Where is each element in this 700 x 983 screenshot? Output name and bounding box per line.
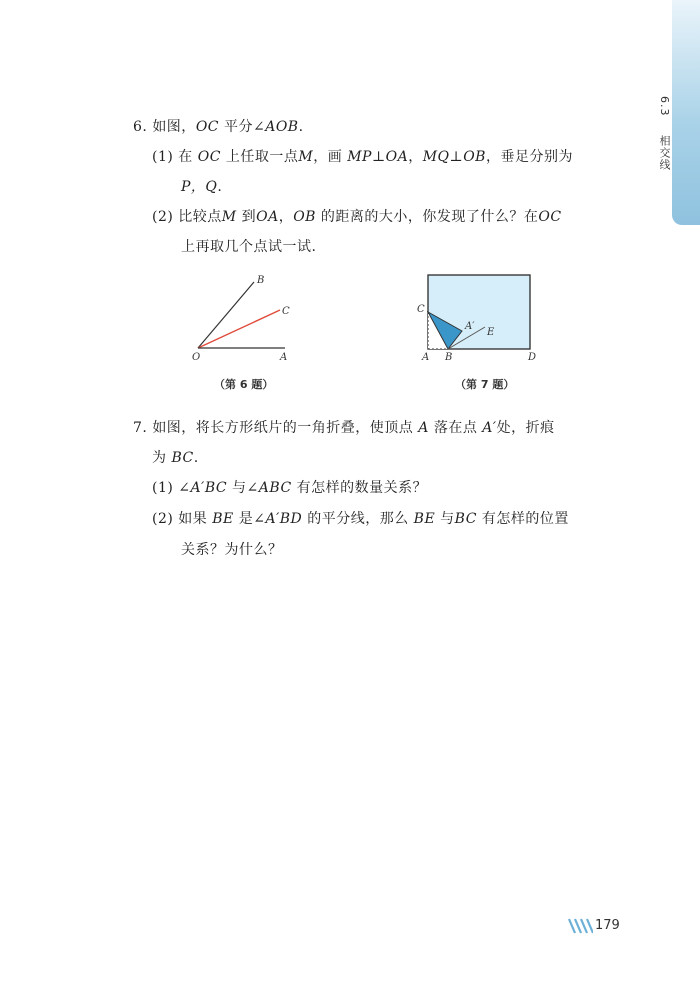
q6-part2: (2) 比较点M 到OA，OB 的距离的大小，你发现了什么？在OC <box>152 209 562 225</box>
label-a: A <box>280 352 288 363</box>
label-d: D <box>528 352 537 363</box>
chapter-side-tab <box>672 0 700 225</box>
label-o: O <box>192 352 201 363</box>
q7-part1: (1) ∠A′BC 与∠ABC 有怎样的数量关系？ <box>152 480 428 496</box>
ray-ob <box>198 282 254 348</box>
chapter-side-label <box>646 96 672 171</box>
q6-stem: 6. 如图，OC 平分∠AOB. <box>133 119 304 135</box>
label-b: B <box>257 275 265 286</box>
figure-6 <box>190 270 300 365</box>
section-title: 相交线 <box>658 135 671 171</box>
q7-part2-cont: 关系？为什么？ <box>181 542 283 558</box>
q7-part2: (2) 如果 BE 是∠A′BD 的平分线，那么 BE 与BC 有怎样的位置 <box>152 511 569 527</box>
section-number: 6.3 <box>658 96 671 117</box>
q6-part2-cont: 上再取几个点试一试. <box>181 239 317 255</box>
q7-stem: 7. 如图，将长方形纸片的一角折叠，使顶点 A 落在点 A′处，折痕 <box>133 420 555 436</box>
label-b: B <box>445 352 453 363</box>
q6-number: 6. <box>133 119 148 135</box>
label-c: C <box>417 304 425 315</box>
figure-7-caption: （第 7 题） <box>455 378 515 391</box>
label-e: E <box>487 327 495 338</box>
q7-number: 7. <box>133 420 148 436</box>
page-stripes-icon <box>567 918 593 934</box>
q6-part1-cont: P，Q. <box>181 179 223 195</box>
ray-oc <box>198 310 280 348</box>
label-c: C <box>282 306 290 317</box>
q7-stem-cont: 为 BC. <box>152 450 199 466</box>
label-a: A <box>422 352 430 363</box>
label-a-prime: A′ <box>465 321 475 332</box>
q6-part1: (1) 在 OC 上任取一点M，画 MP⊥OA，MQ⊥OB，垂足分别为 <box>152 149 573 165</box>
page-number: 179 <box>595 918 620 933</box>
figure-6-caption: （第 6 题） <box>214 378 274 391</box>
figure-7 <box>415 270 545 365</box>
